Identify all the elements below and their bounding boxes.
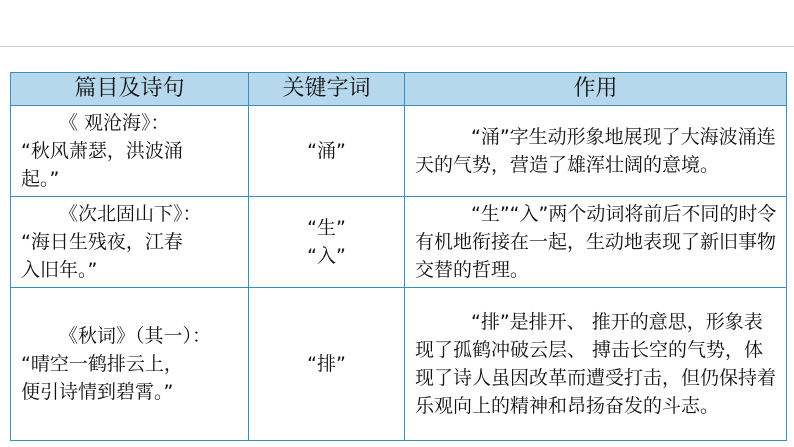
header-keyword: 关键字词 xyxy=(249,73,405,106)
effect-cell: “涌”字生动形象地展现了大海波涌连天的气势，营造了雄浑壮阔的意境。 xyxy=(405,106,787,197)
keyword-cell xyxy=(249,106,405,197)
top-divider xyxy=(0,46,794,47)
table-row xyxy=(11,106,787,197)
poem-title: 《秋词》（其一）： xyxy=(59,325,212,347)
keyword-cell xyxy=(249,288,405,441)
keyword: “生” xyxy=(307,217,346,239)
keyword: “排” xyxy=(307,353,346,375)
table-row xyxy=(11,197,787,288)
poem-verse-cell xyxy=(11,106,249,197)
keyword: “入” xyxy=(307,245,346,267)
header-effect: 作用 xyxy=(405,73,787,106)
keyword-cell xyxy=(249,197,405,288)
verse-line: 入旧年。” xyxy=(21,259,98,281)
verse-line: “晴空一鹤排云上， xyxy=(21,353,183,375)
effect-cell: “生”“入”两个动词将前后不同的时令有机地衔接在一起，生动地表现了新旧事物交替的哲理。 xyxy=(405,197,787,288)
poem-analysis-table xyxy=(10,72,787,441)
verse-line: “秋风萧瑟，洪波涌 xyxy=(21,140,183,162)
table-header-row xyxy=(11,73,787,106)
poem-title: 《 观沧海》： xyxy=(59,112,170,134)
effect-cell: “排”是排开、 推开的意思，形象表现了孤鹤冲破云层、 搏击长空的气势，体现了诗人虽因改革而遭受打击，但仍保持着乐观向上的精神和昂扬奋发的斗志。 xyxy=(405,288,787,441)
poem-title: 《次北固山下》： xyxy=(59,203,202,225)
verse-line: “海日生残夜，江春 xyxy=(21,231,183,253)
verse-line: 便引诗情到碧霄。” xyxy=(21,381,174,403)
header-poem-verse: 篇目及诗句 xyxy=(11,73,249,106)
table-row xyxy=(11,288,787,441)
verse-line: 起。” xyxy=(21,168,60,190)
poem-verse-cell xyxy=(11,197,249,288)
keyword: “涌” xyxy=(307,140,346,162)
poem-verse-cell xyxy=(11,288,249,441)
